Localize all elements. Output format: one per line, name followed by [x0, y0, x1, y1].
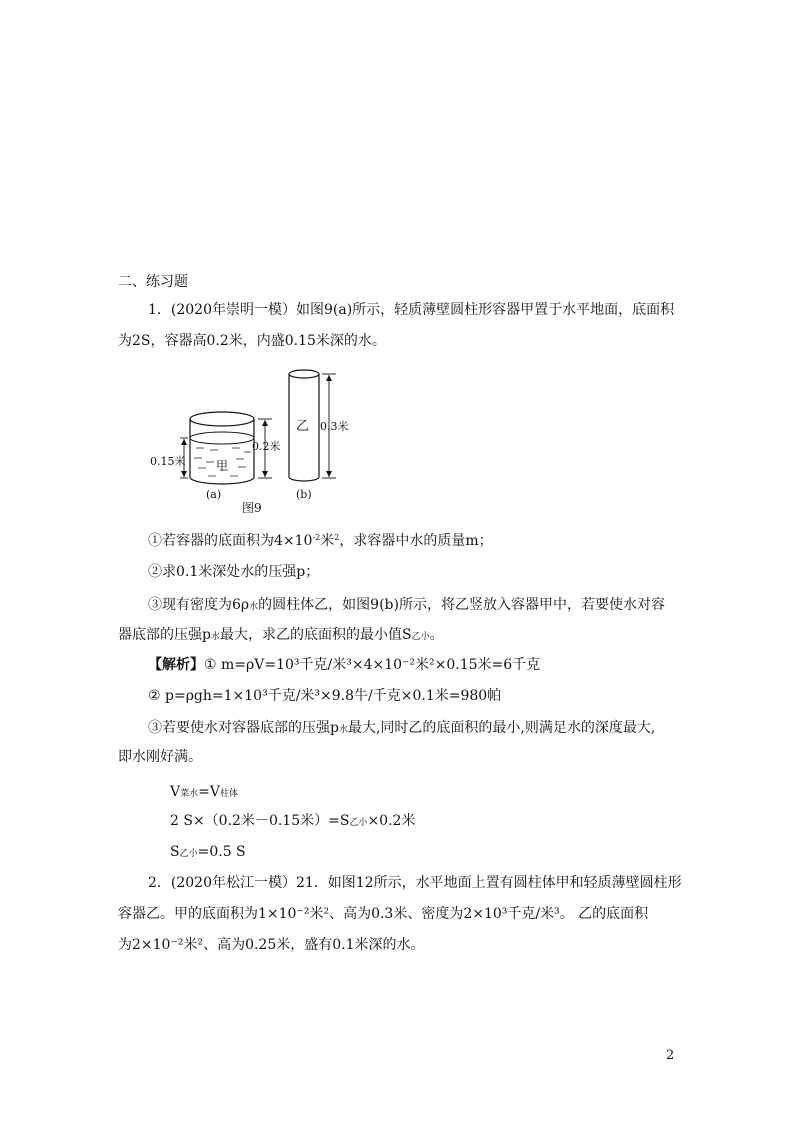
answer-line-2: ② p=ρgh=1×10³千克/米³×9.8牛/千克×0.1米=980帕: [148, 688, 502, 704]
figure-caption: 图9: [242, 501, 262, 515]
label-yi: 乙: [296, 419, 310, 434]
page-number: 2: [666, 1048, 675, 1063]
question-2-line-1: 2．(2020年松江一模）21．如图12所示，水平地面上置有圆柱体甲和轻质薄壁圆柱形: [148, 875, 682, 891]
label-rod-height: 0.3米: [320, 420, 349, 433]
question-1-line-2: 为2S，容器高0.2米，内盛0.15米深的水。: [118, 333, 386, 349]
question-1-line-1: 1．(2020年崇明一模）如图9(a)所示，轻质薄壁圆柱形容器甲置于水平地面，底面积: [148, 302, 675, 318]
answer-line-1: 【解析】① m=ρV=10³千克/米³×4×10⁻²米²×0.15米=6千克: [148, 657, 541, 673]
label-jia: 甲: [216, 459, 229, 473]
container-jia: [190, 412, 254, 484]
equation-2: 2 S×（0.2米－0.15米）=S乙小×0.2米: [170, 813, 416, 829]
section-title: 二、练习题: [118, 274, 188, 290]
label-container-height: 0.2米: [252, 440, 281, 453]
answer-tag: 【解析】: [148, 657, 204, 673]
answer-line-3: ③若要使水对容器底部的压强p水最大,同时乙的底面积的最小,则满足水的深度最大,: [148, 720, 656, 736]
question-2-line-3: 为2×10⁻²米²、高为0.25米，盛有0.1米深的水。: [118, 937, 425, 953]
question-1-item-1: ①若容器的底面积为$4\times 10^{-2}$米$^2$，求容器中水的质量m；: [148, 533, 493, 549]
label-water-depth: 0.15米: [150, 455, 186, 468]
question-1-item-3-line-1: ③现有密度为6ρ水的圆柱体乙，如图9(b)所示，将乙竖放入容器甲中，若要使水对容: [148, 597, 665, 613]
question-2-line-2: 容器乙。甲的底面积为1×10⁻²米²、高为0.3米、密度为2×10³千克/米³。 乙的底面积: [118, 906, 649, 922]
label-b: (b): [296, 488, 312, 501]
equation-1: V菜水=V柱体: [170, 784, 238, 800]
question-1-item-3-line-2: 器底部的压强p水最大，求乙的底面积的最小值S乙小。: [118, 627, 444, 643]
figure-9: [148, 366, 368, 516]
answer-line-4: 即水刚好满。: [118, 749, 202, 765]
question-1-item-2: ②求0.1米深处水的压强p；: [148, 564, 320, 580]
equation-3: S乙小=0.5 S: [170, 844, 246, 860]
label-a: (a): [206, 488, 222, 501]
